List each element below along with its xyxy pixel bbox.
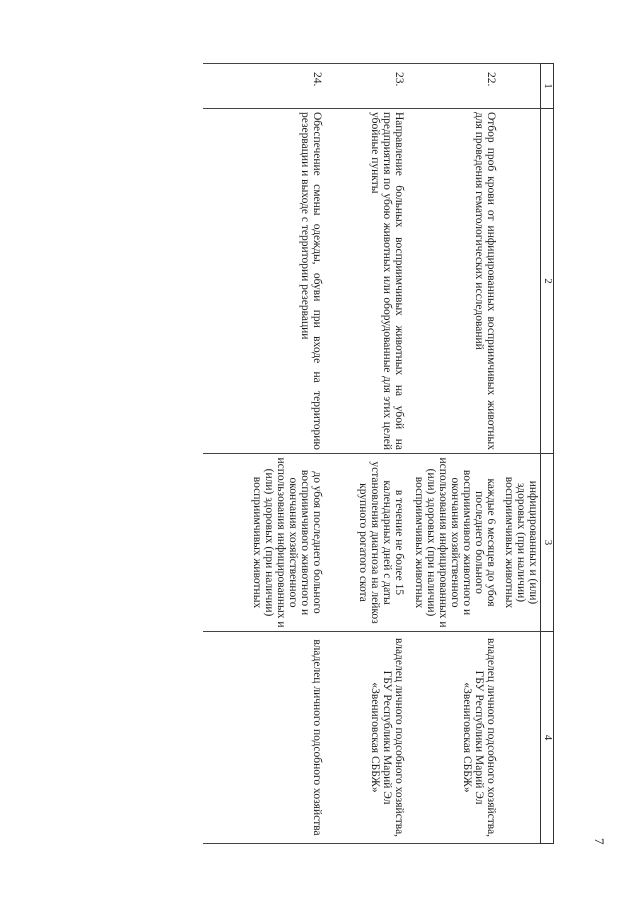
row-number: 23.	[329, 64, 409, 109]
responsible-cell: владелец личного подсобного хозяйства	[203, 632, 329, 844]
term-cell: в течение не более 15 календарных дней с даты установления диагноза на лейкоз крупного рогатого скота	[329, 454, 409, 632]
page-number: 7	[592, 838, 607, 845]
activity-cell: Отбор проб крови от инфицированных восприимчивых животных для проведения гематологических исследований	[409, 109, 503, 454]
measures-table	[203, 63, 554, 844]
activity-cell: Обеспечение смены одежды, обуви при входе на территорию резервации и выходе с территории резервации	[203, 109, 329, 454]
header-col-2: 2	[541, 109, 554, 454]
header-col-4: 4	[541, 632, 554, 844]
table-row	[329, 64, 409, 844]
header-col-3: 3	[541, 454, 554, 632]
table-row	[409, 64, 503, 844]
table-row-carry-over	[503, 64, 541, 844]
term-cell: инфицированных и (или) здоровых (при наличии) восприимчивых животных	[503, 454, 541, 632]
table-row	[203, 64, 329, 844]
term-cell: каждые 6 месяцев до убоя последнего больного восприимчивого животного и окончания хозяйственного использования инфицированных и (или) здоровых (при наличии) восприимчивых животных	[409, 454, 503, 632]
responsible-cell: владелец личного подсобного хозяйства, ГБУ Республики Марий Эл «Звениговская СББЖ»	[329, 632, 409, 844]
row-number: 22.	[409, 64, 503, 109]
row-number: 24.	[203, 64, 329, 109]
header-col-1: 1	[541, 64, 554, 109]
responsible-cell: владелец личного подсобного хозяйства, ГБУ Республики Марий Эл «Звениговская СББЖ»	[409, 632, 503, 844]
term-cell: до убоя последнего больного восприимчивого животного и окончания хозяйственного использования инфицированных и (или) здоровых (при наличии) восприимчивых животных	[203, 454, 329, 632]
table-header-row	[541, 64, 554, 844]
activity-cell: Направление больных восприимчивых животных на убой на предприятия по убою животных или оборудованные для этих целей убойные пункты	[329, 109, 409, 454]
